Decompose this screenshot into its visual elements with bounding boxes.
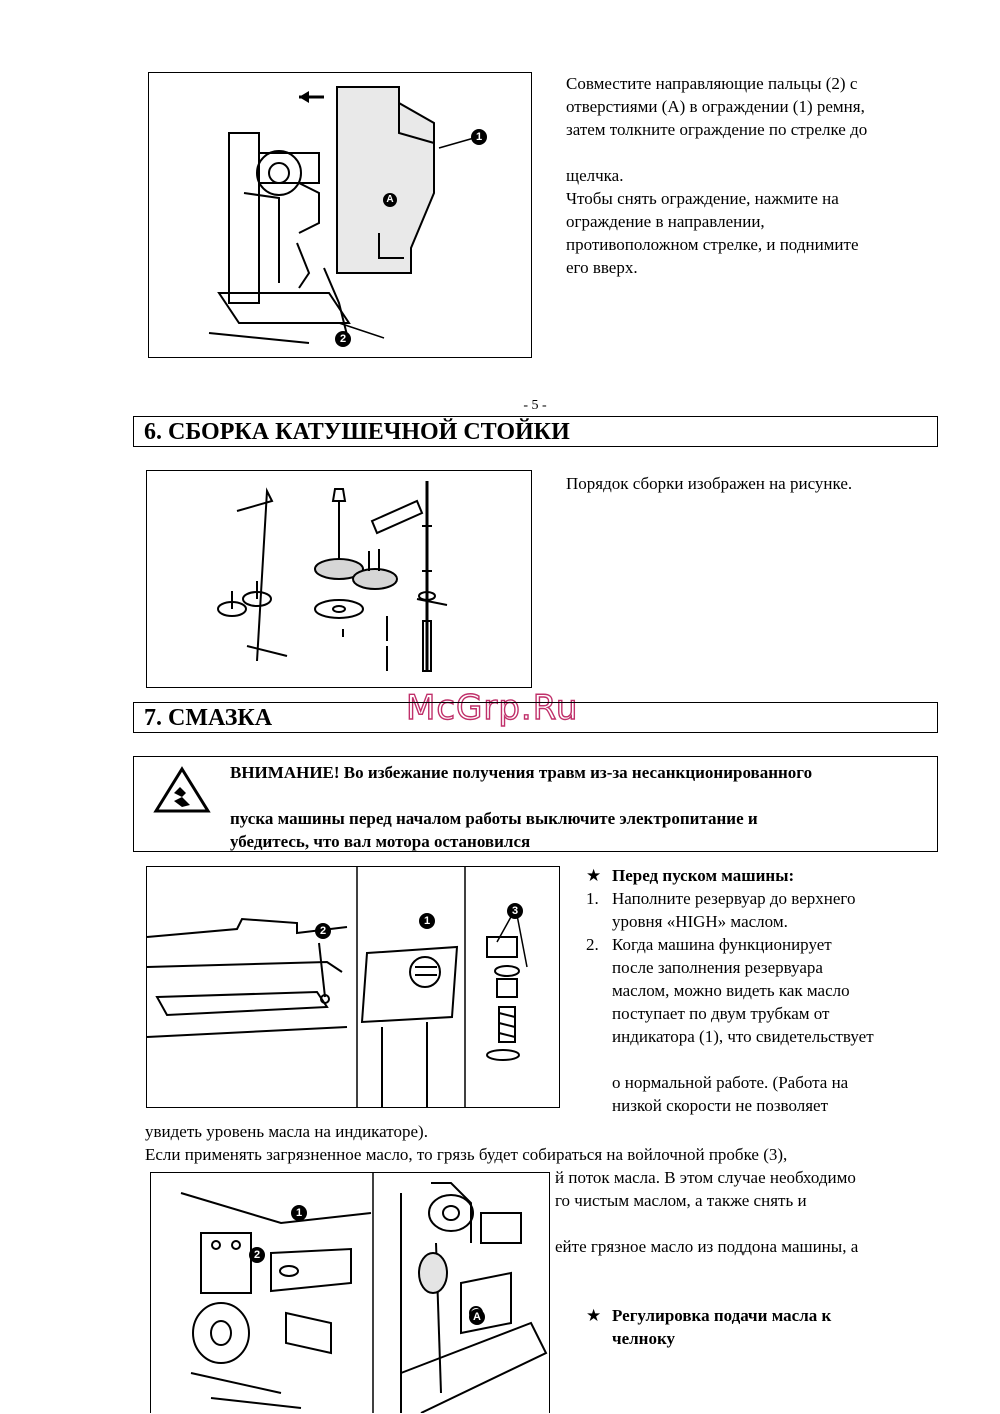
callout-1-badge: 1 [291,1205,307,1221]
belt-guard-line: ограждение в направлении, [566,212,765,231]
step-line: о нормальной работе. (Работа на [612,1073,849,1092]
warning-line: ВНИМАНИЕ! Во избежание получения травм из-за несанкционированного [230,763,813,782]
oil-feed-title-line: челноку [612,1329,676,1348]
belt-guard-line: Чтобы снять ограждение, нажмите на [566,189,839,208]
callout-1-badge: 1 [419,913,435,929]
section-6-text: Порядок сборки изображен на рисунке. [566,474,853,493]
belt-guard-line: щелчка. [566,166,624,185]
thread-stand-illustration [147,471,531,687]
warning-line: убедитесь, что вал мотора остановился [230,832,531,851]
callout-1-badge: 1 [471,129,487,145]
warning-triangle-icon [152,765,212,815]
step-line: Наполните резервуар до верхнего [612,889,856,908]
lubrication-illustration [147,867,559,1107]
oil-feed-section [586,1304,986,1350]
step-number: 1. [586,889,599,908]
oil-feed-title-line: Регулировка подачи масла к [612,1306,832,1325]
callout-3-badge: 3 [507,903,523,919]
callout-a-badge: A [383,193,397,207]
step-line: Когда машина функционирует [612,935,832,954]
shuttle-oil-illustration [151,1173,549,1413]
belt-guard-text [566,72,986,279]
step-number: 2. [586,935,599,954]
page-number: - 5 - [523,398,547,413]
section-6-title: 6. СБОРКА КАТУШЕЧНОЙ СТОЙКИ [133,416,938,447]
continuation-text: й поток масла. В этом случае необходимо [555,1168,856,1187]
watermark-logo: McGrp.Ru [406,688,579,728]
step-line: поступает по двум трубкам от [612,1004,830,1023]
step-line: индикатора (1), что свидетельствует [612,1027,874,1046]
lubrication-figure [146,866,560,1108]
star-icon: ★ [586,1306,602,1325]
section-7-title: 7. СМАЗКА [133,702,938,733]
callout-2-badge: 2 [335,331,351,347]
continuation-text: увидеть уровень масла на индикаторе). [145,1122,428,1141]
before-start-title: Перед пуском машины: [612,866,795,885]
step-line: уровня «HIGH» маслом. [612,912,788,931]
belt-guard-line: его вверх. [566,258,638,277]
warning-text [230,761,936,853]
callout-2-badge: 2 [315,923,331,939]
belt-guard-line: отверстиями (А) в ограждении (1) ремня, [566,97,865,116]
step-line: низкой скорости не позволяет [612,1096,829,1115]
belt-guard-line: Совместите направляющие пальцы (2) с [566,74,858,93]
star-icon: ★ [586,866,602,885]
continuation-text: Если применять загрязненное масло, то грязь будет собираться на войлочной пробке (3), [145,1145,788,1164]
continuation-text: го чистым маслом, а также снять и [555,1191,807,1210]
step-line: маслом, можно видеть как масло [612,981,850,1000]
belt-guard-line: противоположном стрелке, и поднимите [566,235,859,254]
belt-guard-line: затем толкните ограждение по стрелке до [566,120,868,139]
callout-2-badge: 2 [249,1247,265,1263]
thread-stand-figure [146,470,532,688]
belt-guard-illustration [149,73,531,357]
step-line: после заполнения резервуара [612,958,823,977]
warning-box [133,756,938,852]
continuation-text: ейте грязное масло из поддона машины, а [555,1237,859,1256]
belt-guard-figure [148,72,532,358]
shuttle-oil-figure [150,1172,550,1413]
callout-a-badge: A [469,1309,485,1325]
warning-line: пуска машины перед началом работы выключите электропитание и [230,809,758,828]
before-start-section [586,864,986,1117]
